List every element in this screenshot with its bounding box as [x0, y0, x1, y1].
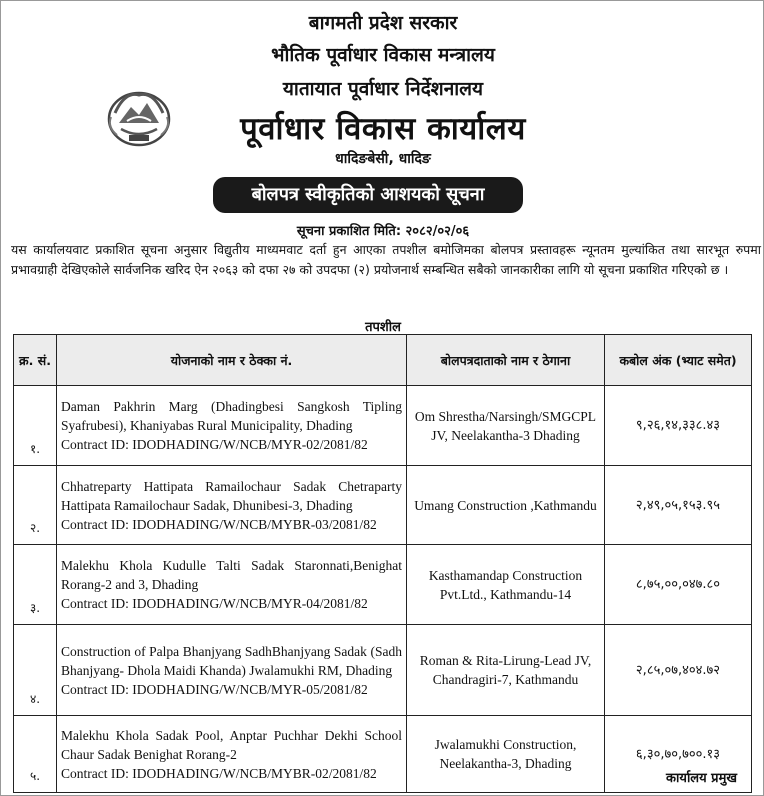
- directorate-name: यातायात पूर्वाधार निर्देशनालय: [282, 78, 484, 100]
- header-bidder: बोलपत्रदाताको नाम र ठेगाना: [407, 335, 605, 386]
- table-row: [14, 716, 752, 793]
- table-header-row: [14, 335, 752, 386]
- table-row: [14, 466, 752, 545]
- row-project: [57, 545, 407, 625]
- row-amount: २,४९,०५,१५३.९५: [605, 466, 752, 545]
- row-sn: ४.: [14, 625, 57, 716]
- project-name: Daman Pakhrin Marg (Dhadingbesi Sangkosh Tipling Syafrubesi), Khaniyabas Rural Municipality, Dhading: [61, 399, 402, 433]
- row-bidder: Roman & Rita-Lirung-Lead JV, Chandragiri-7, Kathmandu: [407, 625, 605, 716]
- table-row: [14, 545, 752, 625]
- row-sn: २.: [14, 466, 57, 545]
- row-bidder: Jwalamukhi Construction, Neelakantha-3, Dhading: [407, 716, 605, 793]
- header-sn: क्र. सं.: [14, 335, 57, 386]
- row-amount: ९,२६,१४,३३८.४३: [605, 386, 752, 466]
- signatory: कार्यालय प्रमुख: [666, 771, 737, 786]
- ministry-name: भौतिक पूर्वाधार विकास मन्त्रालय: [271, 44, 495, 66]
- row-sn: ५.: [14, 716, 57, 793]
- row-bidder: Umang Construction ,Kathmandu: [407, 466, 605, 545]
- notice-title-banner: बोलपत्र स्वीकृतिको आशयको सूचना: [213, 177, 523, 213]
- details-label: तपशील: [365, 320, 401, 335]
- project-name: Malekhu Khola Sadak Pool, Anptar Puchhar Dekhi School Chaur Sadak Benighat Rorang-2: [61, 727, 402, 762]
- table-row: [14, 386, 752, 466]
- intro-paragraph: यस कार्यालयवाट प्रकाशित सूचना अनुसार विद्युतीय माध्यमवाट दर्ता हुन आएका तपशील बमोजिमका बोलपत्र प्रस्तावहरू न्यूनतम मुल्यांकित तथा सारभूत रुपमा प्रभावग्राही देखिएकोले सार्वजनिक खरिद ऐन २०६३ को दफा २७ को उपदफा (२) प्रयोजनार्थ सम्बन्धित सबैको जानकारीका लागि यो सूचना प्रकाशित गरिएको छ ।: [11, 242, 761, 277]
- contract-id: Contract ID: IDODHADING/W/NCB/MYR-04/2081/82: [61, 596, 368, 611]
- row-amount: ६,३०,७०,७००.१३: [605, 716, 752, 793]
- row-sn: ३.: [14, 545, 57, 625]
- row-bidder: Kasthamandap Construction Pvt.Ltd., Kathmandu-14: [407, 545, 605, 625]
- project-name: Construction of Palpa Bhanjyang SadhBhanjyang Sadak (Sadh Bhanjyang- Dhola Maidi Khanda) Jwalamukhi RM, Dhading: [61, 643, 402, 678]
- row-project: [57, 716, 407, 793]
- row-amount: ८,७५,००,०४७.८०: [605, 545, 752, 625]
- contract-id: Contract ID: IDODHADING/W/NCB/MYBR-02/2081/82: [61, 765, 377, 781]
- published-date: सूचना प्रकाशित मिति: २०८२/०२/०६: [296, 224, 470, 239]
- header-project: योजनाको नाम र ठेक्का नं.: [57, 335, 407, 386]
- row-project: [57, 625, 407, 716]
- contract-id: Contract ID: IDODHADING/W/NCB/MYR-02/2081/82: [61, 437, 368, 452]
- row-project: [57, 466, 407, 545]
- project-name: Malekhu Khola Kudulle Talti Sadak Staronnati,Benighat Rorang-2 and 3, Dhading: [61, 558, 402, 592]
- project-name: Chhatreparty Hattipata Ramailochaur Sadak Chetraparty Hattipata Ramailochaur Sadak, Dhunibesi-3, Dhading: [61, 478, 402, 513]
- table-row: [14, 625, 752, 716]
- bid-table: [13, 334, 752, 793]
- row-amount: २,८५,०७,४०४.७२: [605, 625, 752, 716]
- contract-id: Contract ID: IDODHADING/W/NCB/MYBR-03/2081/82: [61, 516, 377, 532]
- government-name: बागमती प्रदेश सरकार: [308, 12, 458, 34]
- office-name: पूर्वाधार विकास कार्यालय: [240, 111, 526, 147]
- office-location: धादिङबेसी, धादिङ: [335, 151, 431, 167]
- row-project: [57, 386, 407, 466]
- row-sn: १.: [14, 386, 57, 466]
- header-amount: कबोल अंक (भ्याट समेत): [605, 335, 752, 386]
- row-bidder: Om Shrestha/Narsingh/SMGCPL JV, Neelakantha-3 Dhading: [407, 386, 605, 466]
- contract-id: Contract ID: IDODHADING/W/NCB/MYR-05/2081/82: [61, 681, 368, 697]
